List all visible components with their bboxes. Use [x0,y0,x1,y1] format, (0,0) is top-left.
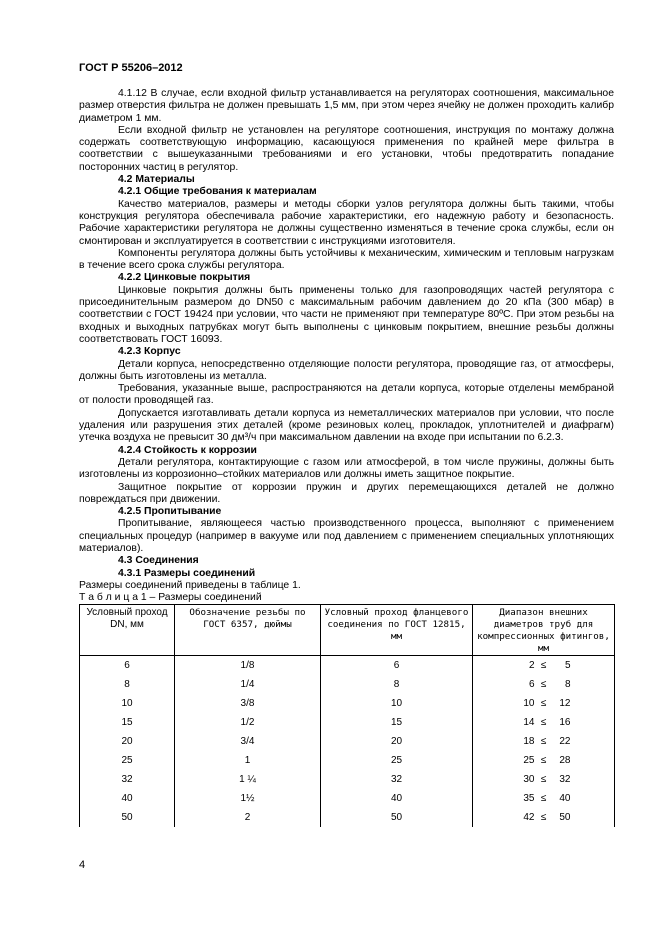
table-row [80,789,615,808]
range-max: 22 [559,735,571,747]
table-cell-range [473,770,615,789]
range-min: 2 [528,659,535,671]
range-min: 25 [523,754,535,766]
table-cell-range [473,751,615,770]
paragraph: Размеры соединений приведены в таблице 1. [79,579,301,591]
table-cell: 20 [321,732,473,751]
table-caption: Т а б л и ц а 1 – Размеры соединений [79,592,262,604]
table-row [80,713,615,732]
table-row [80,732,615,751]
table-row [80,694,615,713]
paragraph: 4.1.12 В случае, если входной фильтр устанавливается на регуляторах соотношения, максимальное размер отверстия фильтра не должен превышать 1,5 мм, при этом через ячейку не должен проходить калибр диаметром 1 мм. [79,88,614,124]
table-row [80,770,615,789]
paragraph: Компоненты регулятора должны быть устойчивы к механическим, химическим и тепловым нагрузкам в течение всего срока службы регулятора. [79,247,614,272]
paragraph: Допускается изготавливать детали корпуса из неметаллических материалов при условии, что после удаления или разрушения этих деталей (кроме резиновых колец, прокладок, уплотнителей и диафрагм) утечка воздуха не превысит 30 дм³/ч при максимальном давлении на входе при испытании по 6.2.3. [79,407,614,444]
range-value [514,660,574,672]
range-sign: ≤ [540,659,547,671]
range-value [514,755,574,767]
range-value [514,717,574,729]
range-sign: ≤ [540,678,547,690]
range-min: 30 [523,773,535,785]
table-cell: 2 [175,808,321,827]
paragraph: Защитное покрытие от коррозии пружин и других перемещающихся деталей не должно повреждаться при движении. [79,481,614,505]
range-value [514,812,574,824]
table-cell: 3/8 [175,694,321,713]
table-cell: 40 [80,789,175,808]
table-row [80,675,615,694]
range-max: 28 [559,754,571,766]
paragraph: Детали корпуса, непосредственно отделяющие полости регулятора, проводящие газ, от атмосферы, должны быть изготовлены из металла. [79,358,614,382]
range-min: 42 [523,811,535,823]
range-sign: ≤ [540,697,547,709]
range-value [514,774,574,786]
table-cell-range [473,732,615,751]
section-heading: 4.3.1 Размеры соединений [118,567,256,579]
paragraph: Требования, указанные выше, распространяются на детали корпуса, которые отделены мембраной от полости проводящей газ. [79,383,614,407]
table-cell-range [473,808,615,827]
header-dn: Условный проход DN, мм [80,605,175,656]
range-sign: ≤ [540,735,547,747]
table-cell: 32 [80,770,175,789]
range-min: 10 [523,697,535,709]
table-cell: 20 [80,732,175,751]
table-cell-range [473,694,615,713]
table-cell: 40 [321,789,473,808]
paragraph: Цинковые покрытия должны быть применены только для газопроводящих частей регулятора с присоединительным размером до DN50 с максимальным рабочим давлением до 20 кПа (300 мбар) в соответствии с ГОСТ 19424 при условии, что части не применяют при температуре 80ºС. При этом резьбы на входных и выходных патрубках могут быть выполнены с цинковым покрытием, внешние резьбы должны соответствовать ГОСТ 16093. [79,284,614,345]
page-number: 4 [79,859,86,871]
table-row [80,808,615,827]
paragraph: Если входной фильтр не установлен на регуляторе соотношения, инструкция по монтажу должна содержать соответствующую информацию, касающуюся применения по крайней мере фильтра в соответствии с вышеуказанными требованиями и его установки, чтобы предотвратить попадание посторонних частиц в регулятор. [79,124,614,173]
section-heading: 4.3 Соединения [118,555,199,567]
table-row [80,656,615,676]
table-cell: 6 [321,656,473,676]
table-cell: 3/4 [175,732,321,751]
paragraph: Пропитывание, являющееся частью производственного процесса, выполняют с применением специальных процедур (например в вакууме или под давлением с применением специальных уплотняющих материалов). [79,518,614,554]
section-heading: 4.2 Материалы [118,174,195,186]
table-cell: 15 [321,713,473,732]
table-cell-range [473,656,615,676]
range-value [514,679,574,691]
range-value [514,793,574,805]
range-value [514,736,574,748]
range-min: 18 [523,735,535,747]
range-sign: ≤ [540,716,547,728]
range-sign: ≤ [540,811,547,823]
table-row [80,751,615,770]
paragraph: Качество материалов, размеры и методы сборки узлов регулятора должны быть такими, чтобы конструкция регулятора обеспечивала рабочие характеристики, его надежную работу и безопасность. Рабочие характеристики регулятора не должны существенно изменяться в течение срока службы, если он смонтирован и эксплуатируется в соответствии с инструкциями изготовителя. [79,198,614,247]
header-flange: Условный проход фланцевого соединения по ГОСТ 12815, мм [321,605,473,656]
table-cell: 10 [80,694,175,713]
table-cell: 8 [80,675,175,694]
section-heading: 4.2.4 Стойкость к коррозии [118,444,257,456]
table-cell: 25 [321,751,473,770]
table-cell-range [473,789,615,808]
table-cell: 1½ [175,789,321,808]
table-cell: 50 [80,808,175,827]
range-max: 32 [559,773,571,785]
connection-sizes-table [79,604,615,827]
section-heading: 4.2.1 Общие требования к материалам [118,186,317,198]
table-cell: 1/8 [175,656,321,676]
header-pipe-range: Диапазон внешних диаметров труб для компрессионных фитингов, мм [473,605,615,656]
table-cell-range [473,713,615,732]
table-cell: 15 [80,713,175,732]
table-cell: 32 [321,770,473,789]
table-cell: 1 [175,751,321,770]
range-max: 40 [559,792,571,804]
range-min: 35 [523,792,535,804]
table-cell: 1/4 [175,675,321,694]
range-max: 12 [559,697,571,709]
range-max: 5 [564,659,571,671]
range-sign: ≤ [540,754,547,766]
text-section [79,88,614,592]
range-max: 50 [559,811,571,823]
section-heading: 4.2.2 Цинковые покрытия [118,272,251,284]
document-header: ГОСТ Р 55206–2012 [79,62,183,74]
table-cell: 1/2 [175,713,321,732]
range-max: 8 [564,678,571,690]
table-cell: 6 [80,656,175,676]
range-min: 6 [528,678,535,690]
range-sign: ≤ [540,792,547,804]
document-body [79,88,614,827]
header-thread: Обозначение резьбы по ГОСТ 6357, дюймы [175,605,321,656]
table-cell: 10 [321,694,473,713]
table-cell: 25 [80,751,175,770]
table-cell: 50 [321,808,473,827]
range-max: 16 [559,716,571,728]
section-heading: 4.2.3 Корпус [118,346,181,358]
range-min: 14 [523,716,535,728]
table-cell: 8 [321,675,473,694]
table-cell-range [473,675,615,694]
paragraph: Детали регулятора, контактирующие с газом или атмосферой, в том числе пружины, должны быть изготовлены из коррозионно–стойких материалов или должны иметь защитное покрытие. [79,456,614,481]
table-cell: 1 ¼ [175,770,321,789]
range-sign: ≤ [540,773,547,785]
range-value [514,698,574,710]
section-heading: 4.2.5 Пропитывание [118,506,222,518]
